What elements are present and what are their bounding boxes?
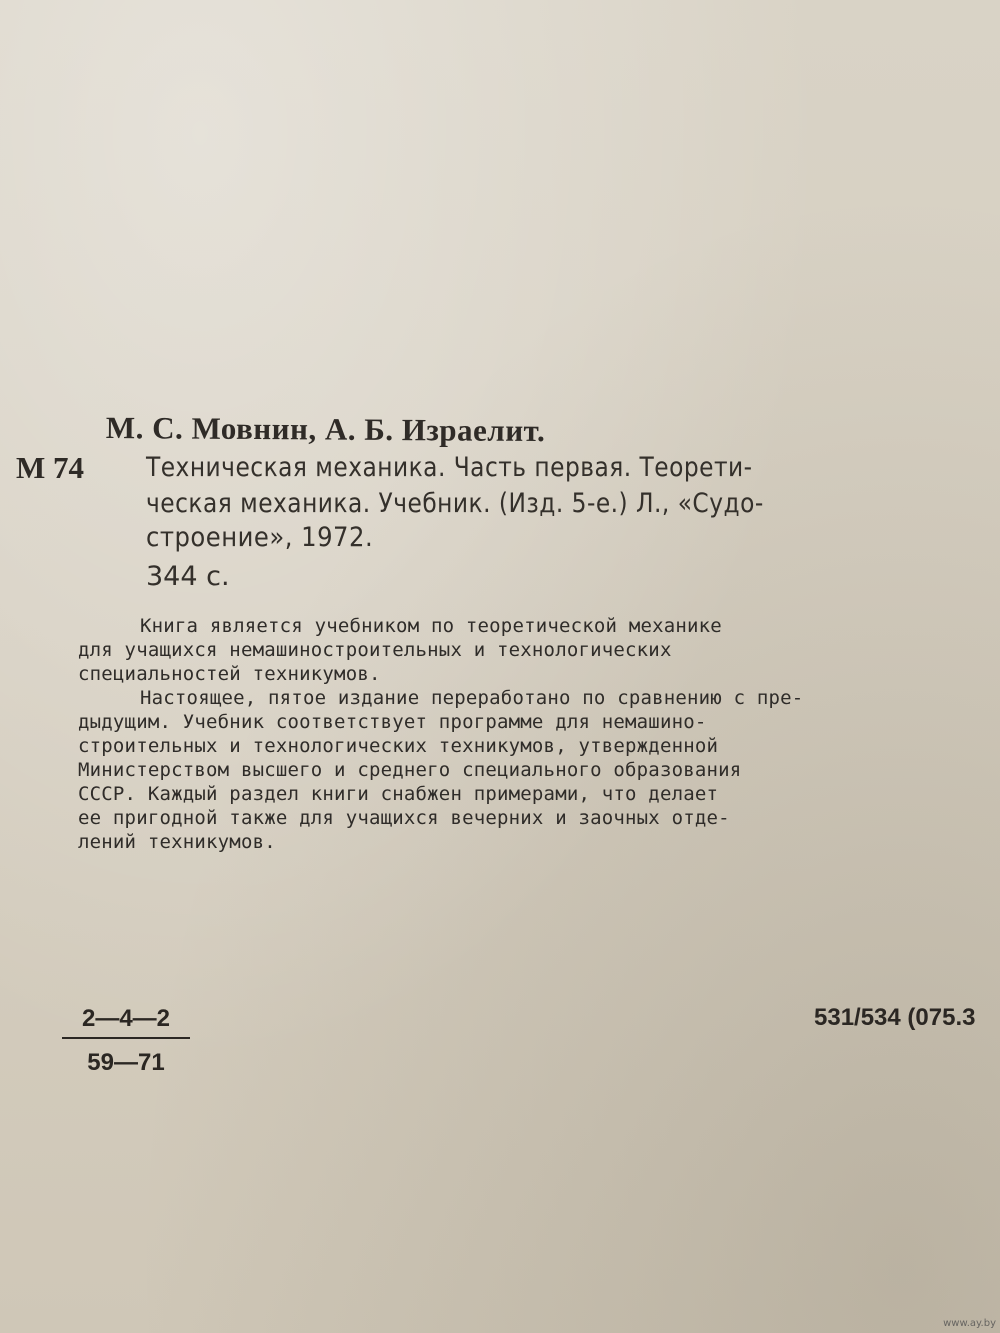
library-code: М 74	[16, 450, 85, 485]
classification-code-bottom: 59—71	[87, 1049, 165, 1076]
classification-code-top: 2—4—2	[62, 1005, 190, 1039]
abstract-line: дыдущим. Учебник соответствует программе для немашино-	[78, 711, 707, 733]
description-line: Техническая механика. Часть первая. Теорети-	[146, 452, 753, 483]
abstract-line: ее пригодной также для учащихся вечерних и заочных отде-	[78, 807, 730, 829]
abstract-line: Министерством высшего и среднего специального образования	[78, 759, 742, 781]
description-line: строение», 1972.	[146, 522, 374, 553]
classification-code	[62, 1005, 190, 1077]
udc-code: 531/534 (075.3	[814, 1004, 976, 1031]
abstract-line: Настоящее, пятое издание переработано по сравнению с пре-	[140, 687, 804, 709]
abstract-line: строительных и технологических техникумов, утвержденной	[78, 735, 719, 757]
abstract-line: специальностей техникумов.	[78, 663, 381, 685]
abstract-line: для учащихся немашиностроительных и технологических	[78, 639, 672, 661]
authors: М. С. Мовнин, А. Б. Израелит.	[105, 410, 546, 449]
page-count: 344 с.	[146, 561, 230, 592]
abstract-line: Книга является учебником по теоретической механике	[140, 615, 722, 637]
watermark: www.ay.by	[943, 1318, 996, 1329]
description-line: ческая механика. Учебник. (Изд. 5-е.) Л., «Судо-	[146, 488, 764, 519]
abstract	[78, 614, 908, 854]
abstract-line: лений техникумов.	[78, 831, 276, 853]
abstract-line: СССР. Каждый раздел книги снабжен примерами, что делает	[78, 783, 719, 805]
